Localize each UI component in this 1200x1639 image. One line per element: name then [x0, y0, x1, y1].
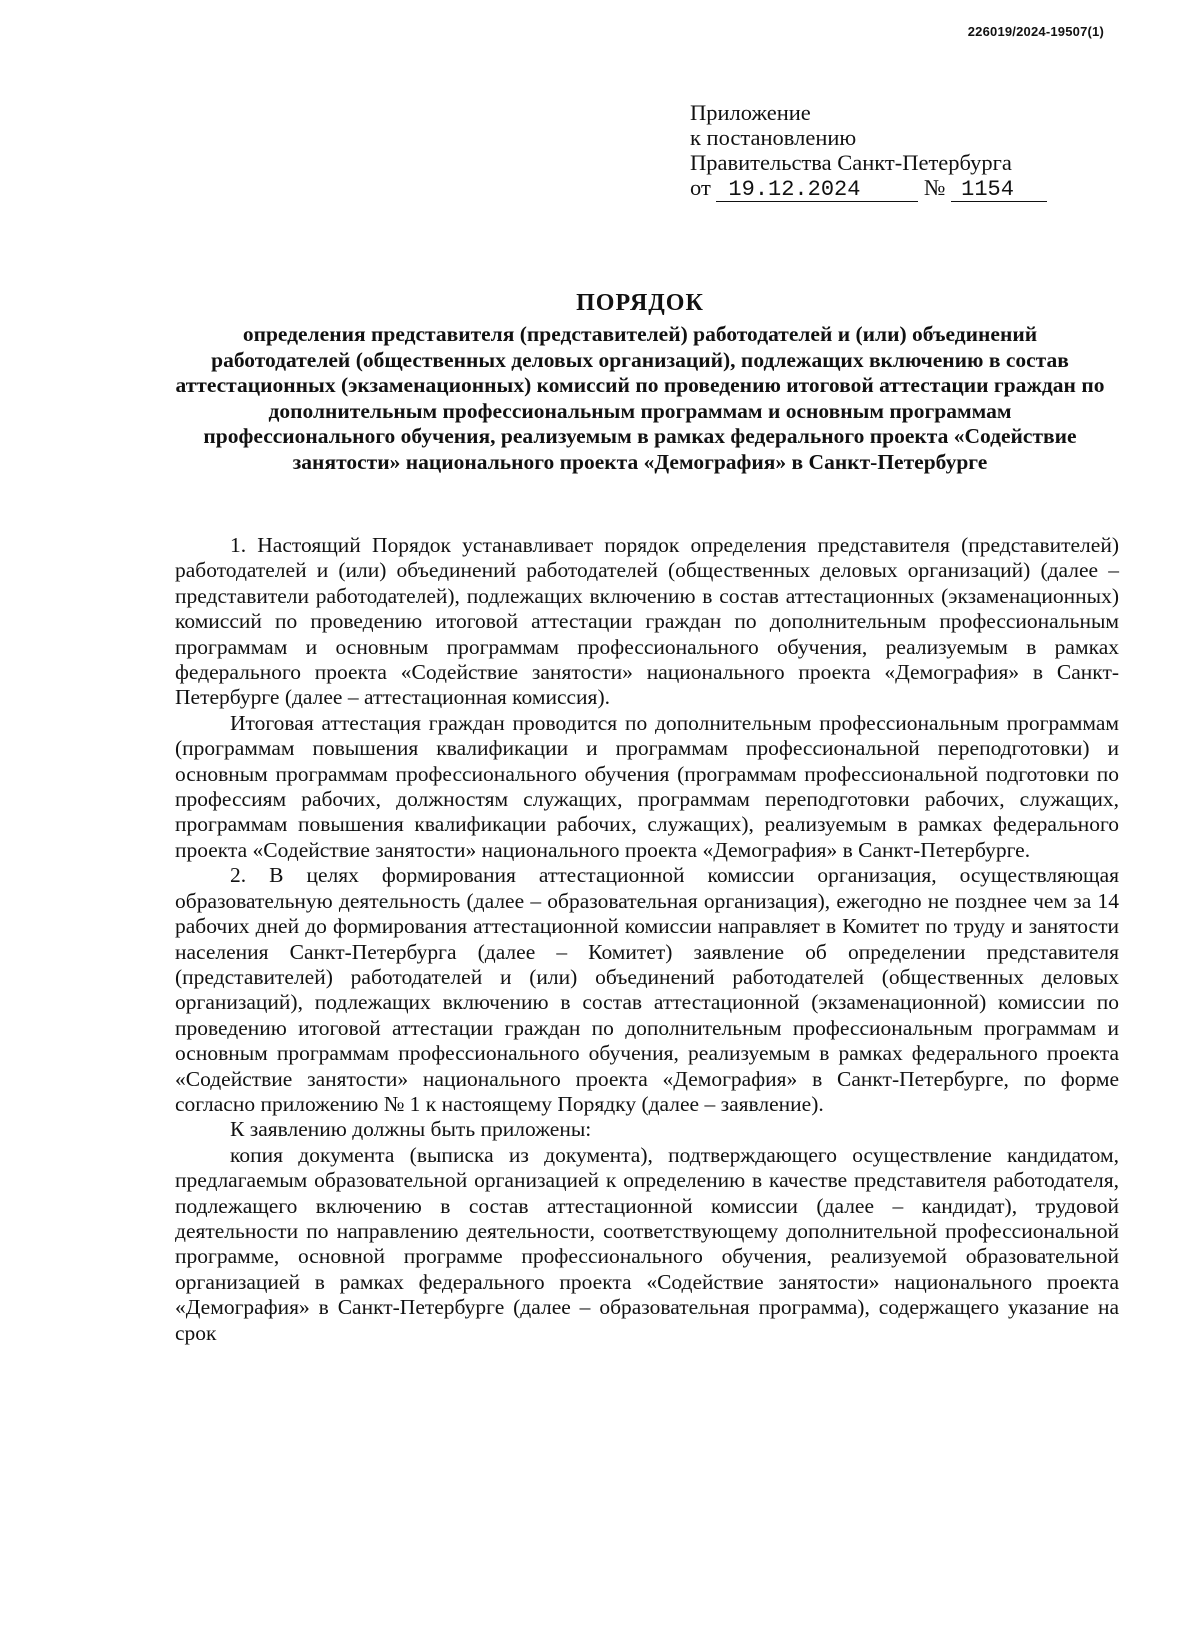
document-registration-number: 226019/2024-19507(1) — [967, 24, 1104, 39]
annex-authority: Правительства Санкт-Петербурга — [690, 150, 1012, 175]
annex-reference: к постановлению — [690, 125, 857, 150]
paragraph-2: Итоговая аттестация граждан проводится по дополнительным профессиональным программам (программам повышения квалификации и программам профессиональной переподготовки) и основным программам профессионального обучения (программам профессиональной подготовки по профессиям рабочих, должностям служащих, программам переподготовки рабочих, служащих, программам повышения квалификации рабочих, служащих), реализуемым в рамках федерального проекта «Содействие занятости» национального проекта «Демография» в Санкт-Петербурге. — [175, 710, 1119, 862]
resolution-number: 1154 — [951, 179, 1047, 202]
annex-header — [690, 100, 1047, 202]
document-body — [175, 533, 1119, 1346]
date-prefix: от — [690, 175, 711, 200]
paragraph-1: 1. Настоящий Порядок устанавливает порядок определения представителя (представителей) работодателей и (или) объединений работодателей (общественных деловых организаций) (далее – представители работодателей), подлежащих включению в состав аттестационных (экзаменационных) комиссий по проведению итоговой аттестации граждан по дополнительным профессиональным программам и основным программам профессионального обучения, реализуемым в рамках федерального проекта «Содействие занятости» национального проекта «Демография» в Санкт-Петербурге (далее – аттестационная комиссия). — [175, 533, 1119, 710]
document-subtitle: определения представителя (представителей) работодателей и (или) объединений работодателей (общественных деловых организаций), подлежащих включению в состав аттестационных (экзаменационных) комиссий по проведению итоговой аттестации граждан по дополнительным профессиональным программам и основным программам профессионального обучения, реализуемым в рамках федерального проекта «Содействие занятости» национального проекта «Демография» в Санкт-Петербурге — [175, 322, 1105, 474]
paragraph-4: К заявлению должны быть приложены: — [230, 1117, 592, 1142]
annex-title: Приложение — [690, 100, 811, 125]
paragraph-5: копия документа (выписка из документа), подтверждающего осуществление кандидатом, предлагаемым образовательной организацией к определению в качестве представителя работодателя, подлежащего включению в состав аттестационной комиссии (далее – кандидат), трудовой деятельности по направлению деятельности, соответствующему дополнительной профессиональной программе, основной программе профессионального обучения, реализуемой образовательной организацией в рамках федерального проекта «Содействие занятости» национального проекта «Демография» в Санкт-Петербурге (далее – образовательная программа), содержащего указание на срок — [175, 1142, 1119, 1345]
document-title-block — [175, 288, 1105, 475]
document-title: ПОРЯДОК — [576, 290, 704, 316]
resolution-date: 19.12.2024 — [716, 179, 918, 202]
number-prefix: № — [924, 175, 946, 200]
paragraph-3: 2. В целях формирования аттестационной комиссии организация, осуществляющая образовательную деятельность (далее – образовательная организация), ежегодно не позднее чем за 14 рабочих дней до формирования аттестационной комиссии направляет в Комитет по труду и занятости населения Санкт-Петербурга (далее – Комитет) заявление об определении представителя (представителей) работодателей и (или) объединений работодателей (общественных деловых организаций), подлежащих включению в состав аттестационной (экзаменационной) комиссии по проведению итоговой аттестации граждан по дополнительным профессиональным программам и основным программам профессионального обучения, реализуемым в рамках федерального проекта «Содействие занятости» национального проекта «Демография» в Санкт-Петербурге, по форме согласно приложению № 1 к настоящему Порядку (далее – заявление). — [175, 863, 1119, 1116]
annex-date-line — [690, 175, 1047, 202]
